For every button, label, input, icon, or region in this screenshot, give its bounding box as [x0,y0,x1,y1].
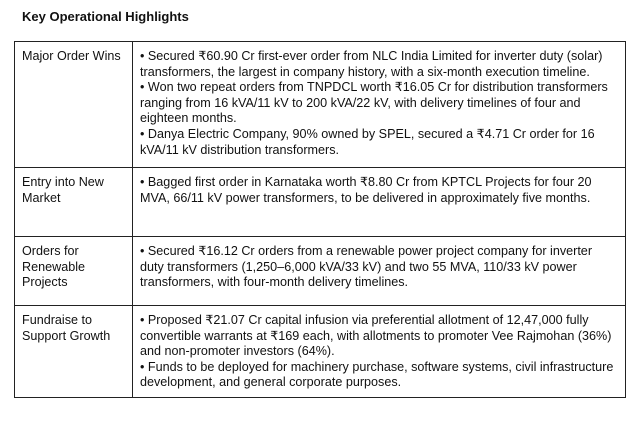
table-row [15,168,626,237]
row-label: Major Order Wins [15,42,133,168]
bullet-item: • Secured ₹16.12 Cr orders from a renewable power project company for inverter duty transformers (1,250–6,000 kVA/33 kV) and two 55 MVA, 110/33 kV power transformers, with four-month delivery timelines. [140,244,593,290]
table-row [15,237,626,306]
page-title: Key Operational Highlights [22,9,189,24]
highlights-table [14,41,626,398]
row-details [133,306,626,398]
bullet-item: • Danya Electric Company, 90% owned by SPEL, secured a ₹4.71 Cr order for 16 kVA/11 kV distribution transformers. [140,126,595,157]
row-label: Orders for Renewable Projects [15,237,133,306]
bullet-item: • Bagged first order in Karnataka worth ₹8.80 Cr from KPTCL Projects for four 20 MVA, 66/11 kV power transformers, to be delivered in approximately five months. [140,175,592,205]
row-label: Fundraise to Support Growth [15,306,133,398]
bullet-item: • Proposed ₹21.07 Cr capital infusion via preferential allotment of 12,47,000 fully convertible warrants at ₹169 each, with allotments to promoter Vee Rajmohan (36%) and non-promoter investors (64%). [140,313,612,359]
table-row [15,306,626,398]
bullet-item: • Funds to be deployed for machinery purchase, software systems, civil infrastructure development, and general corporate purposes. [140,359,614,390]
row-label: Entry into New Market [15,168,133,237]
table-row [15,42,626,168]
row-details [133,168,626,237]
bullet-item: • Secured ₹60.90 Cr first-ever order from NLC India Limited for inverter duty (solar) transformers, the largest in company history, with a six-month execution timeline. [140,49,603,79]
row-details [133,42,626,168]
row-details [133,237,626,306]
bullet-item: • Won two repeat orders from TNPDCL worth ₹16.05 Cr for distribution transformers ranging from 16 kVA/11 kV to 200 kVA/22 kV, with delivery timelines of four and eighteen months. [140,80,608,126]
